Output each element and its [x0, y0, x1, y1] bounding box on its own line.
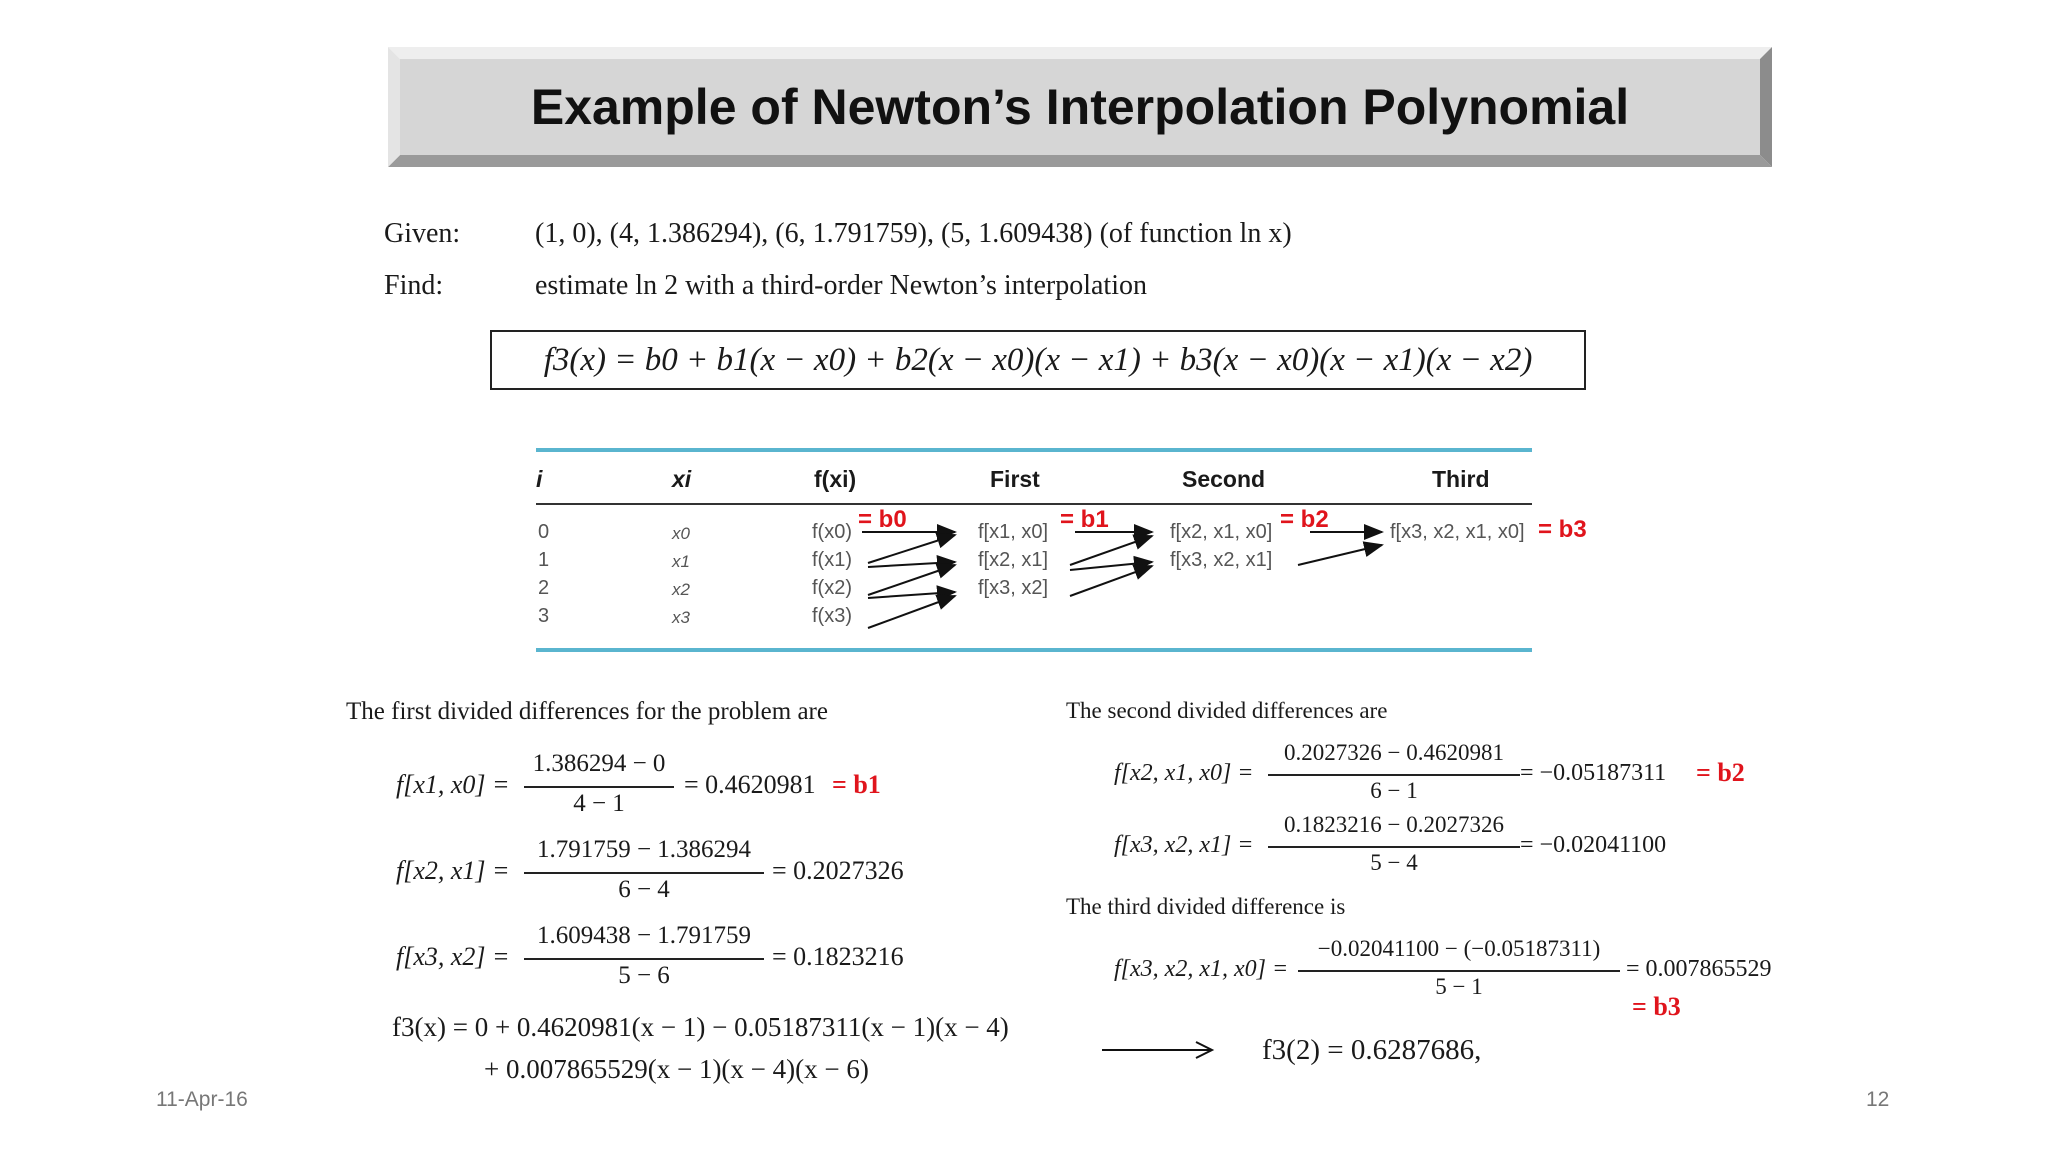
second-diff-lhs: f[x2, x1, x0] =: [1114, 760, 1254, 786]
col-header-first: First: [990, 466, 1040, 492]
table-cell: x2: [672, 580, 690, 599]
given-text: (1, 0), (4, 1.386294), (6, 1.791759), (5, 1.609438) (of function ln x): [535, 218, 1292, 249]
table-cell: f[x2, x1, x0]: [1170, 521, 1273, 543]
col-header-i: i: [536, 466, 543, 492]
first-diff-denominator: 6 − 4: [618, 876, 670, 903]
first-diff-denominator: 5 − 6: [618, 962, 670, 989]
b2-label: = b2: [1696, 758, 1745, 787]
first-diff-lhs: f[x3, x2] =: [396, 942, 510, 971]
b2-tag: = b2: [1280, 506, 1329, 533]
first-differences-heading: The first divided differences for the problem are: [346, 698, 828, 725]
col-header-second: Second: [1182, 466, 1266, 492]
b1-label: = b1: [832, 770, 881, 799]
second-diff-numerator: 0.1823216 − 0.2027326: [1284, 812, 1504, 837]
find-label: Find:: [384, 270, 444, 301]
first-diff-numerator: 1.609438 − 1.791759: [536, 922, 752, 949]
second-diff-denominator: 5 − 4: [1370, 850, 1418, 875]
table-cell: x0: [672, 524, 690, 543]
final-polynomial-line-1: f3(x) = 0 + 0.4620981(x − 1) − 0.05187311(x − 1)(x − 4): [392, 1012, 1009, 1042]
second-diff-result: = −0.02041100: [1520, 832, 1667, 858]
first-diff-lhs: f[x2, x1] =: [396, 856, 510, 885]
table-cell: 3: [538, 605, 550, 627]
table-cell: 1: [538, 549, 550, 571]
fraction-bar: [1268, 774, 1520, 776]
slide-title: Example of Newton’s Interpolation Polynomial: [530, 79, 1630, 135]
general-formula: f3(x) = b0 + b1(x − x0) + b2(x − x0)(x − x1) + b3(x − x0)(x − x1)(x − x2): [543, 342, 1533, 378]
find-text: estimate ln 2 with a third-order Newton’s interpolation: [535, 270, 1147, 301]
final-result: f3(2) = 0.6287686,: [1262, 1034, 1482, 1066]
col-header-xi: xi: [672, 466, 692, 492]
table-cell: x1: [672, 552, 690, 571]
first-diff-result: = 0.2027326: [772, 856, 904, 885]
b0-tag: = b0: [858, 506, 907, 533]
second-diff-result: = −0.05187311: [1520, 760, 1667, 786]
table-cell: f(x2): [812, 577, 852, 599]
second-diff-denominator: 6 − 1: [1370, 778, 1418, 803]
table-cell: 0: [538, 521, 550, 543]
table-cell: f[x3, x2]: [978, 577, 1049, 599]
table-cell: f[x1, x0]: [978, 521, 1049, 543]
first-diff-lhs: f[x1, x0] =: [396, 770, 510, 799]
first-diff-result: = 0.1823216: [772, 942, 904, 971]
third-diff-denominator: 5 − 1: [1435, 974, 1483, 999]
arrow-right-icon: [1100, 1038, 1220, 1062]
first-diff-denominator: 4 − 1: [573, 790, 625, 817]
third-diff-result: = 0.007865529: [1626, 956, 1772, 982]
first-diff-numerator: 1.791759 − 1.386294: [536, 836, 752, 863]
b3-tag: = b3: [1538, 516, 1587, 543]
col-header-fxi: f(xi): [814, 466, 857, 492]
table-cell: x3: [672, 608, 690, 627]
table-cell: f[x2, x1]: [978, 549, 1049, 571]
table-cell: f(x3): [812, 605, 852, 627]
final-polynomial-line-2: + 0.007865529(x − 1)(x − 4)(x − 6): [484, 1054, 869, 1084]
slide-number: 12: [1866, 1088, 1890, 1111]
second-diff-numerator: 0.2027326 − 0.4620981: [1284, 740, 1504, 765]
given-label: Given:: [384, 218, 461, 249]
first-diff-result: = 0.4620981: [684, 770, 816, 799]
table-cell: f[x3, x2, x1]: [1170, 549, 1273, 571]
fraction-bar: [1298, 970, 1620, 972]
first-diff-numerator: 1.386294 − 0: [532, 750, 666, 777]
table-cell: f[x3, x2, x1, x0]: [1390, 521, 1525, 543]
third-difference-heading: The third divided difference is: [1066, 894, 1346, 919]
second-diff-lhs: f[x3, x2, x1] =: [1114, 832, 1254, 858]
third-diff-numerator: −0.02041100 − (−0.05187311): [1317, 936, 1601, 961]
col-header-third: Third: [1432, 466, 1490, 492]
second-differences-heading: The second divided differences are: [1066, 698, 1388, 723]
table-cell: f(x0): [812, 521, 852, 543]
b1-tag: = b1: [1060, 506, 1109, 533]
fraction-bar: [524, 786, 674, 788]
b3-label: = b3: [1632, 992, 1681, 1021]
table-cell: 2: [538, 577, 550, 599]
slide-date: 11-Apr-16: [156, 1088, 248, 1111]
fraction-bar: [524, 872, 764, 874]
fraction-bar: [524, 958, 764, 960]
fraction-bar: [1268, 846, 1520, 848]
table-cell: f(x1): [812, 549, 852, 571]
third-diff-lhs: f[x3, x2, x1, x0] =: [1114, 956, 1289, 982]
